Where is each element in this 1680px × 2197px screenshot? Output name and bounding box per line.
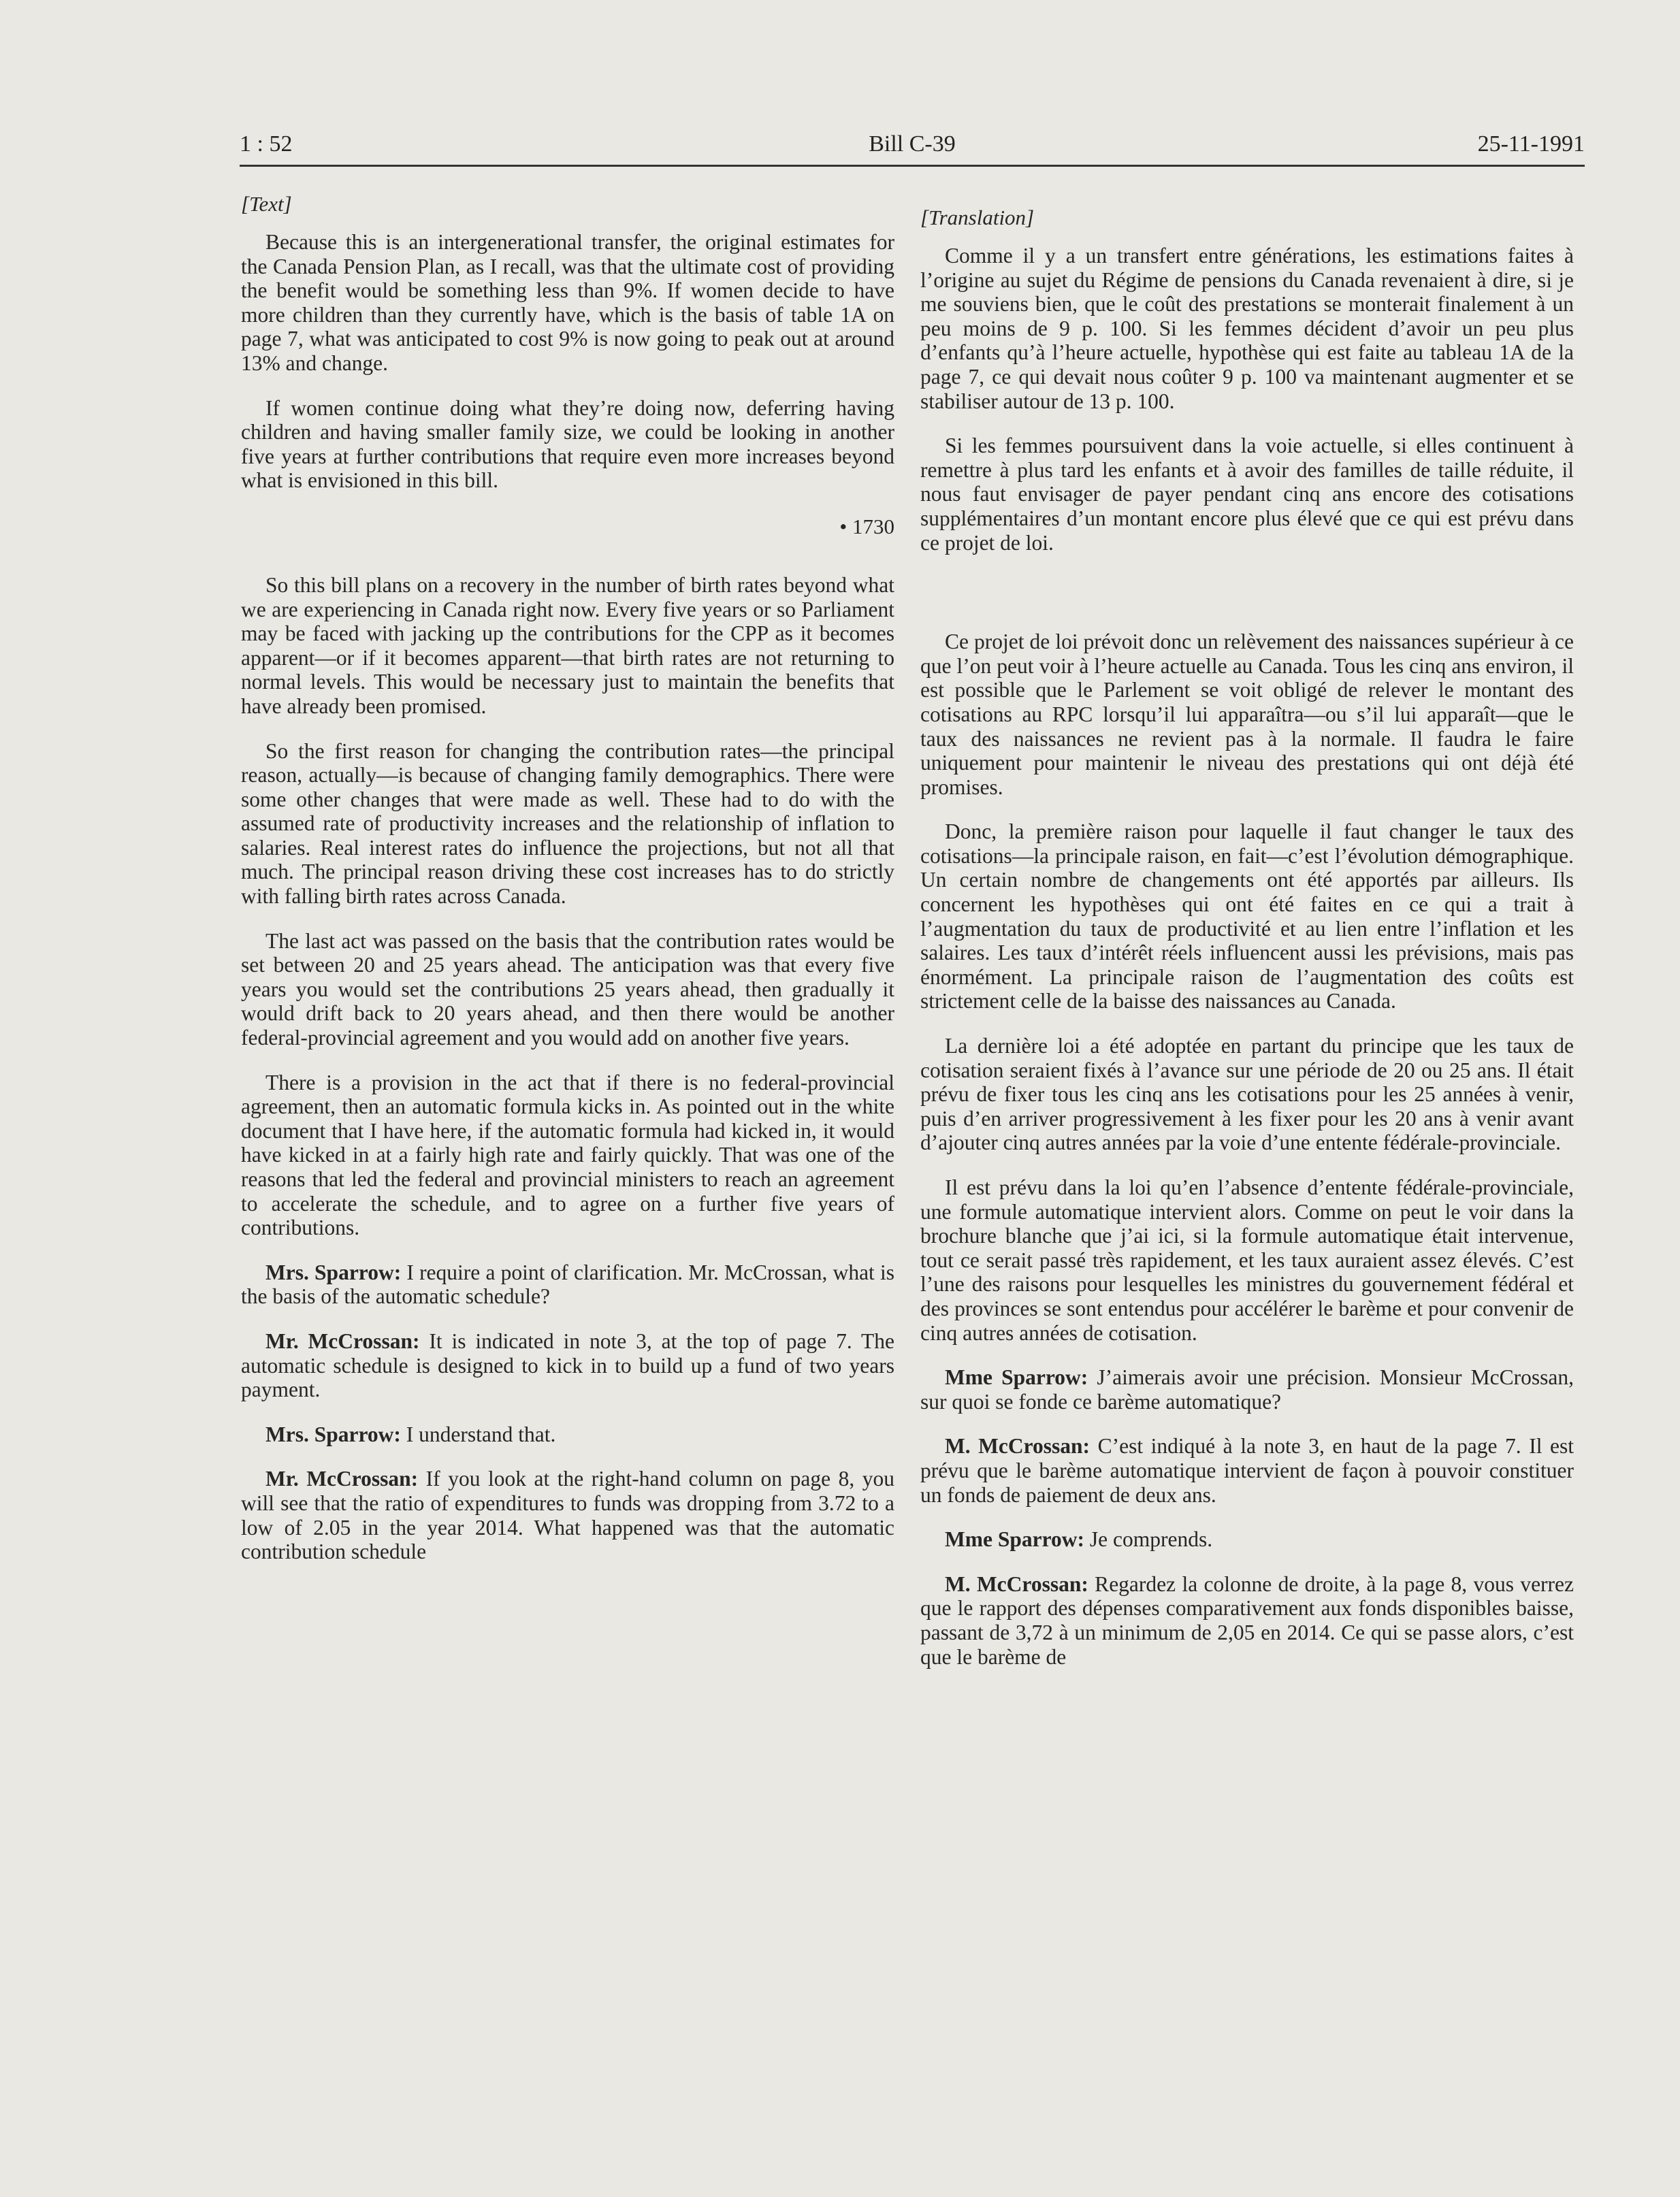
- paragraph: Il est prévu dans la loi qu’en l’absence d’entente fédérale-provinciale, une formule automatique intervient alors. Comme on peut le voir dans la brochure blanche que j’ai ici, si la formule automatique était intervenue, tout ce serait passé très rapidement, et les taux auraient assez élevés. C’est l’une des raisons pour lesquelles les ministres du gouvernement fédéral et des provinces se sont entendus pour accélérer le barème et pour convenir de cinq autres années de cotisation.: [920, 1175, 1574, 1345]
- speaker-paragraph: [920, 1527, 1574, 1552]
- paragraph: Comme il y a un transfert entre générations, les estimations faites à l’origine au sujet du Régime de pensions du Canada revenaient à dire, si je me souviens bien, que le coût des prestations se monterait finalement à un peu moins de 9 p. 100. Si les femmes décident d’avoir un peu plus d’enfants qu’à l’heure actuelle, hypothèse qui est faite au tableau 1A de la page 7, ce qui devait nous coûter 9 p. 100 va maintenant augmenter et se stabiliser autour de 13 p. 100.: [920, 244, 1574, 413]
- section-label-text: [Text]: [241, 192, 292, 216]
- paragraph: Because this is an intergenerational transfer, the original estimates for the Canada Pension Plan, as I recall, was that the ultimate cost of providing the benefit would be something less than 9%. If women decide to have more children than they currently have, which is the basis of table 1A on page 7, what was anticipated to cost 9% is now going to peak out at around 13% and change.: [241, 230, 894, 375]
- paragraph: La dernière loi a été adoptée en partant du principe que les taux de cotisation seraient fixés à l’avance sur une période de 20 ou 25 ans. Il était prévu de fixer tous les cinq ans les cotisations pour les 25 années à venir, puis d’en arriver progressivement à les fixer pour les 20 ans à venir avant d’ajouter cinq autres années par la voie d’une entente fédérale-provinciale.: [920, 1034, 1574, 1155]
- paragraph: If women continue doing what they’re doing now, deferring having children and having smaller family size, we could be looking in another five years at further contributions that require even more increases beyond what is envisioned in this bill.: [241, 395, 894, 493]
- speaker-text: C’est indiqué à la note 3, en haut de la page 7. Il est prévu que le barème automatique intervient de façon à pouvoir constituer un fonds de paiement de deux ans.: [920, 1434, 1574, 1507]
- speaker-text: I understand that.: [400, 1422, 556, 1446]
- speaker-name: Mrs. Sparrow:: [265, 1422, 401, 1446]
- paragraph: There is a provision in the act that if there is no federal-provincial agreement, then an automatic formula kicks in. As pointed out in the white document that I have here, if the automatic formula had kicked in, it would have kicked in at a fairly high rate and fairly quickly. That was one of the reasons that led the federal and provincial ministers to reach an agreement to accelerate the schedule, and to agree on a further five years of contributions.: [241, 1070, 894, 1240]
- speaker-name: Mr. McCrossan:: [265, 1467, 419, 1491]
- paragraph: So this bill plans on a recovery in the number of birth rates beyond what we are experiencing in Canada right now. Every five years or so Parliament may be faced with jacking up the contributions for the CPP as it becomes apparent—or if it becomes apparent—that birth rates are not returning to normal levels. This would be necessary just to maintain the benefits that have already been promised.: [241, 572, 894, 718]
- speaker-name: Mr. McCrossan:: [265, 1329, 420, 1353]
- speaker-paragraph: [241, 1467, 894, 1563]
- french-column: [920, 204, 1574, 1689]
- speaker-text: If you look at the right-hand column on page 8, you will see that the ratio of expenditures to funds was dropping from 3.72 to a low of 2.05 in the year 2014. What happened was that the automatic contribution schedule: [241, 1467, 894, 1564]
- speaker-text: Regardez la colonne de droite, à la page 8, vous verrez que le rapport des dépenses comparativement aux fonds disponibles baisse, passant de 3,72 à un minimum de 2,05 en 2014. Ce qui se passe alors, c’est que le barème de: [920, 1572, 1574, 1669]
- paragraph: The last act was passed on the basis that the contribution rates would be set between 20 and 25 years ahead. The anticipation was that every five years you would set the contributions 25 years ahead, then gradually it would drift back to 20 years ahead, and then there would be another federal-provincial agreement and you would add on another five years.: [241, 928, 894, 1050]
- speaker-text: I require a point of clarification. Mr. McCrossan, what is the basis of the automatic schedule?: [241, 1260, 894, 1309]
- speaker-name: M. McCrossan:: [945, 1572, 1088, 1596]
- speaker-text: Je comprends.: [1084, 1527, 1213, 1552]
- speaker-paragraph: [241, 1329, 894, 1402]
- speaker-text: It is indicated in note 3, at the top of page 7. The automatic schedule is designed to kick in to build up a fund of two years payment.: [241, 1329, 894, 1402]
- speaker-paragraph: [920, 1572, 1574, 1669]
- page-header: [240, 116, 1585, 167]
- speaker-name: Mrs. Sparrow:: [265, 1260, 402, 1284]
- speaker-paragraph: [920, 1434, 1574, 1507]
- page-date: 25-11-1991: [1477, 131, 1585, 157]
- speaker-paragraph: [241, 1422, 894, 1447]
- bill-title: Bill C-39: [869, 131, 956, 157]
- paragraph: So the first reason for changing the contribution rates—the principal reason, actually—is because of changing family demographics. There were some other changes that were made as well. These had to do with the assumed rate of productivity increases and the relationship of inflation to salaries. Real interest rates do influence the projections, but not all that much. The principal reason driving these cost increases has to do strictly with falling birth rates across Canada.: [241, 738, 894, 909]
- speaker-text: J’aimerais avoir une précision. Monsieur McCrossan, sur quoi se fonde ce barème automatique?: [920, 1365, 1574, 1414]
- speaker-paragraph: [241, 1260, 894, 1309]
- section-label-translation: [Translation]: [920, 206, 1035, 229]
- speaker-paragraph: [920, 1365, 1574, 1414]
- english-column: [241, 191, 894, 1584]
- time-marker: • 1730: [839, 514, 894, 538]
- page-number: 1 : 52: [240, 131, 293, 157]
- speaker-name: Mme Sparrow:: [945, 1365, 1088, 1390]
- paragraph: Si les femmes poursuivent dans la voie actuelle, si elles continuent à remettre à plus tard les enfants et à avoir des familles de taille réduite, il nous faut envisager de payer pendant cinq ans encore des cotisations supplémentaires d’un montant encore plus élevé que ce qui est prévu dans ce projet de loi.: [920, 434, 1574, 555]
- paragraph: Donc, la première raison pour laquelle il faut changer le taux des cotisations—la principale raison, en fait—c’est l’évolution démographique. Un certain nombre de changements ont été apportés par ailleurs. Ils concernent les hypothèses qui ont été faites en ce qui a trait à l’augmentation du taux de productivité et au lien entre l’inflation et les salaires. Les taux d’intérêt réels influencent aussi les prévisions, mais pas énormément. La principale raison de l’augmentation des coûts est strictement celle de la baisse des naissances au Canada.: [920, 819, 1574, 1013]
- speaker-name: Mme Sparrow:: [945, 1527, 1084, 1552]
- speaker-name: M. McCrossan:: [945, 1434, 1091, 1459]
- paragraph: Ce projet de loi prévoit donc un relèvement des naissances supérieur à ce que l’on peut voir à l’heure actuelle au Canada. Tous les cinq ans environ, il est possible que le Parlement se voit obligé de relever le montant des cotisations au RPC lorsqu’il lui apparaîtra—ou s’il lui apparaît—que le taux des naissances ne revient pas à la normale. Il faudra le faire uniquement pour maintenir le niveau des prestations qui ont déjà été promises.: [920, 630, 1574, 799]
